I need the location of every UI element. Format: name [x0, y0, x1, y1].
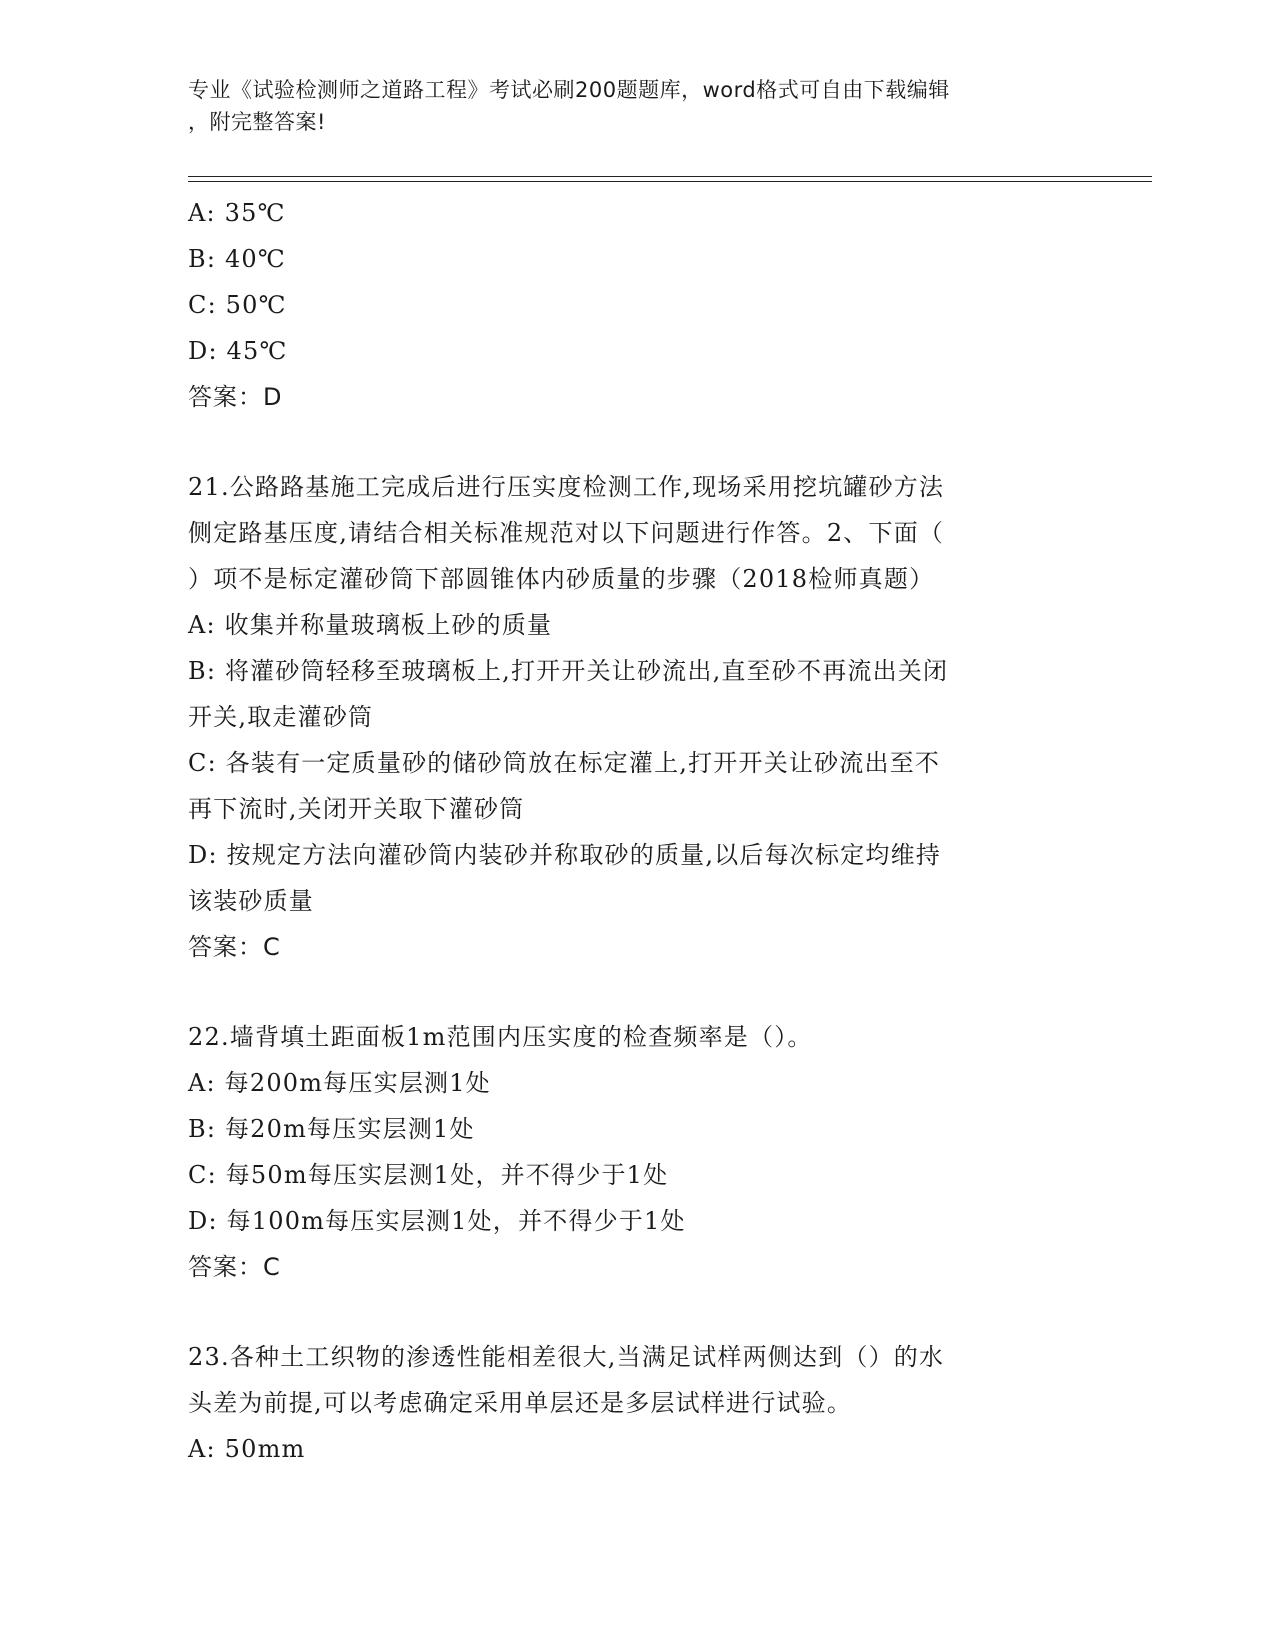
option-d: D: 45℃ [188, 337, 288, 365]
header-divider-top [188, 176, 1152, 177]
answer-label: 答案：D [188, 383, 283, 411]
question-stem-line: 21.公路路基施工完成后进行压实度检测工作,现场采用挖坑罐砂方法 [188, 473, 945, 501]
option-c-continued: 再下流时,关闭开关取下灌砂筒 [188, 795, 525, 823]
question-20 [188, 190, 1088, 420]
option-d-continued: 该装砂质量 [188, 887, 314, 915]
spacer [188, 420, 1088, 464]
option-c: C: 各装有一定质量砂的储砂筒放在标定灌上,打开开关让砂流出至不 [188, 749, 941, 777]
document-header [188, 74, 1068, 138]
question-21 [188, 464, 1088, 970]
header-divider-bottom [188, 181, 1152, 182]
option-b: B: 每20m每压实层测1处 [188, 1115, 475, 1143]
question-stem-line: 23.各种土工织物的渗透性能相差很大,当满足试样两侧达到（）的水 [188, 1343, 945, 1371]
header-line-2: ，附完整答案! [188, 110, 326, 134]
answer-label: 答案：C [188, 1253, 281, 1281]
spacer [188, 970, 1088, 1014]
option-d: D: 按规定方法向灌砂筒内装砂并称取砂的质量,以后每次标定均维持 [188, 841, 941, 869]
option-a: A: 收集并称量玻璃板上砂的质量 [188, 611, 553, 639]
question-stem-line: 22.墙背填土距面板1m范围内压实度的检查频率是（）。 [188, 1023, 813, 1051]
spacer [188, 1290, 1088, 1334]
question-stem-line: ）项不是标定灌砂筒下部圆锥体内砂质量的步骤（2018检师真题） [188, 565, 935, 593]
answer-label: 答案：C [188, 933, 281, 961]
option-b-continued: 开关,取走灌砂筒 [188, 703, 374, 731]
option-b: B: 将灌砂筒轻移至玻璃板上,打开开关让砂流出,直至砂不再流出关闭 [188, 657, 949, 685]
question-23 [188, 1334, 1088, 1472]
question-stem-line: 侧定路基压度,请结合相关标准规范对以下问题进行作答。2、下面（ [188, 519, 945, 547]
option-c: C: 每50m每压实层测1处，并不得少于1处 [188, 1161, 669, 1189]
question-list [188, 190, 1088, 1472]
question-stem-line: 头差为前提,可以考虑确定采用单层还是多层试样进行试验。 [188, 1389, 853, 1417]
option-a: A: 50mm [188, 1435, 306, 1463]
option-d: D: 每100m每压实层测1处，并不得少于1处 [188, 1207, 686, 1235]
option-c: C: 50℃ [188, 291, 287, 319]
header-line-1: 专业《试验检测师之道路工程》考试必刷200题题库，word格式可自由下载编辑 [188, 78, 950, 102]
question-22 [188, 1014, 1088, 1290]
option-a: A: 35℃ [188, 199, 286, 227]
option-a: A: 每200m每压实层测1处 [188, 1069, 491, 1097]
option-b: B: 40℃ [188, 245, 286, 273]
